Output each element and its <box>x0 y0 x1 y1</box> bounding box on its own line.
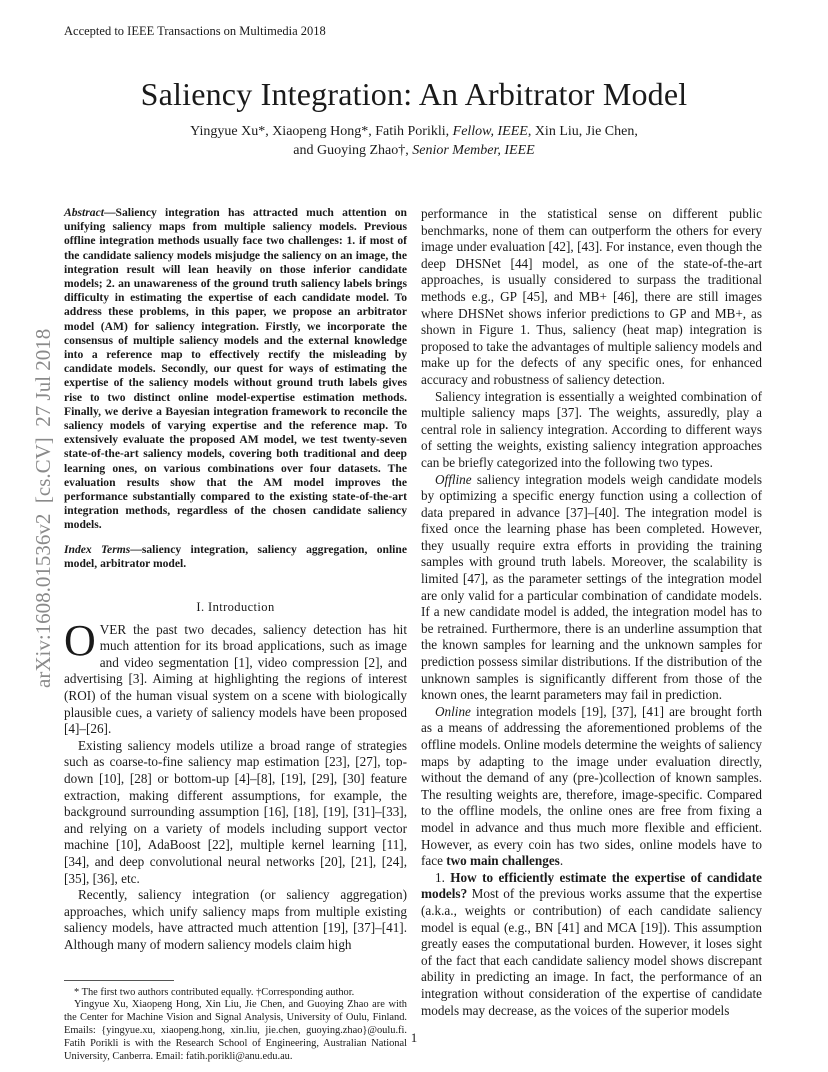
abstract <box>64 206 407 533</box>
fellow-title: Fellow, IEEE <box>452 124 528 139</box>
right-paragraph-1: performance in the statistical sense on different public benchmarks, none of them can outperform the others for every image under evaluation [42], [43]. For instance, even though the deep DHSNet [44] model, as one of the state-of-the-art approaches, is usually considered to surpass the traditional methods e.g., GP [45], and MB+ [46], there are still images where DHSNet shows inferior predictions to GP and MB+, as shown in Figure 1. Thus, saliency (heat map) integration is proposed to take the advantages of multiple saliency models and make up for the defects of any specific ones, for enhanced accuracy and robustness of saliency detection. <box>421 206 762 387</box>
online-term: Online <box>435 703 471 719</box>
footnote-divider <box>64 980 174 981</box>
intro-paragraph-3: Recently, saliency integration (or saliency aggregation) approaches, which unify saliency maps from multiple existing saliency models, have attracted much attention [19], [37]–[41]. Although many of modern saliency models claim high <box>64 887 407 952</box>
authors-text: and Guoying Zhao†, <box>293 143 413 158</box>
footnote-equal-contribution: * The first two authors contributed equally. †Corresponding author. <box>74 986 355 998</box>
right-paragraph-challenge-1 <box>421 870 762 1019</box>
author-line-2 <box>60 141 768 160</box>
right-paragraph-offline <box>421 472 762 704</box>
challenges-emphasis: two main challenges <box>446 853 560 869</box>
index-terms-label: Index Terms <box>64 542 131 556</box>
index-terms-text: —saliency integration, saliency aggregation, online model, arbitrator model. <box>64 542 407 570</box>
abstract-text: —Saliency integration has attracted much attention on unifying saliency maps from multiple saliency models. Previous offline integration methods usually face two challenges: 1. if most of the candidate saliency models misjudge the saliency on an image, the integration result will lean heavily on those inferior candidate models; 2. an unawareness of the ground truth saliency labels brings difficulty in estimating the expertise of each candidate model. To address these problems, in this paper, we propose an arbitrator model (AM) for saliency integration. Firstly, we incorporate the consensus of multiple saliency models and the external knowledge into a reference map to effectively rectify the misleading by candidate models. Secondly, our quest for ways of estimating the expertise of the saliency models without ground truth labels gives rise to two distinct online model-expertise estimation methods. Finally, we derive a Bayesian integration framework to reconcile the saliency models of varying expertise and the reference map. To extensively evaluate the proposed AM model, we test twenty-seven state-of-the-art saliency models, covering both traditional and deep learning ones, on various combinations over four datasets. The evaluation results show that the AM model improves the performance substantially compared to the existing state-of-the-art integration methods, regardless of the chosen candidate saliency models. <box>64 206 407 532</box>
authors-text: Yingyue Xu*, Xiaopeng Hong*, Fatih Porikli, <box>190 124 453 139</box>
arxiv-stamp-svg <box>20 300 60 690</box>
paragraph-text: saliency integration models weigh candidate models by optimizing a specific energy function using a collection of data prepared in advance [37]–[40]. The integration model is fixed once the learning phase has been completed. However, they usually require extra efforts in providing the training samples with ground truth labels. Moreover, the scalability is limited [47], as the parameter settings of the integration model are only valid for a particular combination of candidate models. If a new candidate model is added, the integration model has to be retrained. Furthermore, there is an underline assumption that the known samples for learning and the unknown samples for prediction possess similar distributions. If the distribution of the unknown samples is significantly different from those of the known ones, the learnt parameters may fail in prediction. <box>421 471 762 703</box>
drop-cap: O <box>64 615 96 665</box>
paragraph-text: VER the past two decades, saliency detection has hit much attention for its broad applications, such as image and video segmentation [1], video compression [2], and advertising [3]. Aiming at highlighting the regions of interest (ROI) of the human visual system on a scene with biologically plausible cues, a variety of saliency models have been proposed [4]–[26]. <box>64 621 407 737</box>
intro-paragraph-2: Existing saliency models utilize a broad range of strategies such as coarse-to-fine saliency map estimation [23], [27], top-down [10], [28] or bottom-up [4]–[8], [19], [29], [30] feature extraction, making different assumptions, for example, the background surrounding assumption [16], [18], [19], [31]–[33], and relying on a variety of models including support vector machine [10], AdaBoost [22], multiple kernel learning [11], [34], and deep convolutional neural networks [20], [21], [24], [35], [36], etc. <box>64 737 407 886</box>
abstract-label: Abstract <box>64 206 104 219</box>
list-number: 1. <box>435 869 451 885</box>
intro-paragraph-1 <box>64 615 407 738</box>
left-column <box>64 206 407 1063</box>
journal-note: Accepted to IEEE Transactions on Multimedia 2018 <box>64 24 326 38</box>
right-column <box>421 206 762 1019</box>
section-heading-introduction: I. Introduction <box>196 600 275 615</box>
challenge-question: How to efficiently estimate the expertise of candidate models? <box>421 869 762 902</box>
footnote-affiliations: Yingyue Xu, Xiaopeng Hong, Xin Liu, Jie Chen, and Guoying Zhao are with the Center for Machine Vision and Signal Analysis, University of Oulu, Finland. Emails: {yingyue.xu, xiaopeng.hong, xin.liu, jie.chen, guoying.zhao}@oulu.fi. Fatih Porikli is with the Research School of Engineering, Australian National University, Canberra. Email: fatih.porikli@anu.edu.au. <box>64 999 407 1062</box>
offline-term: Offline <box>435 471 472 487</box>
paragraph-text: . <box>559 853 564 869</box>
authors-text: , Xin Liu, Jie Chen, <box>527 124 638 139</box>
senior-member-title: Senior Member, IEEE <box>412 143 535 158</box>
footnotes <box>64 987 407 1064</box>
paragraph-text: Most of the previous works assume that the expertise (a.k.a., weights or contribution) of each candidate saliency model is equal (e.g., BN [41] and MCA [19]). This assumption greatly eases the computational burden. However, it loses sight of the fact that each candidate saliency model shows discrepant ability in predicting an image. In fact, the performance of an integration without consideration of the expertise of candidate models may decrease, as the voices of the superior models <box>421 886 762 1018</box>
author-list <box>60 122 768 160</box>
paragraph-text: integration models [19], [37], [41] are brought forth as a means of addressing the aforementioned problems of the offline models. Online models determine the weights of saliency maps by adapting to the image under evaluation directly, without the demand of any (pre-)collection of known samples. The resulting weights are, therefore, image-specific. Compared to the offline models, the online ones are free from fixing a model in advance and thus much more flexible and efficient. However, as every coin has two sides, online models have to face <box>421 703 762 869</box>
paper-title: Saliency Integration: An Arbitrator Model <box>140 76 688 112</box>
author-line-1 <box>60 122 768 141</box>
right-paragraph-online <box>421 704 762 870</box>
right-paragraph-2: Saliency integration is essentially a weighted combination of multiple saliency maps [37]. The weights, assuredly, play a central role in saliency integration. According to different ways of setting the weights, existing saliency integration approaches can be briefly categorized into the following two types. <box>421 388 762 470</box>
arxiv-stamp <box>20 300 60 690</box>
arxiv-identifier: arXiv:1608.01536v2 [cs.CV] 27 Jul 2018 <box>31 328 55 688</box>
page-number: 1 <box>410 1030 418 1045</box>
index-terms <box>64 543 407 571</box>
